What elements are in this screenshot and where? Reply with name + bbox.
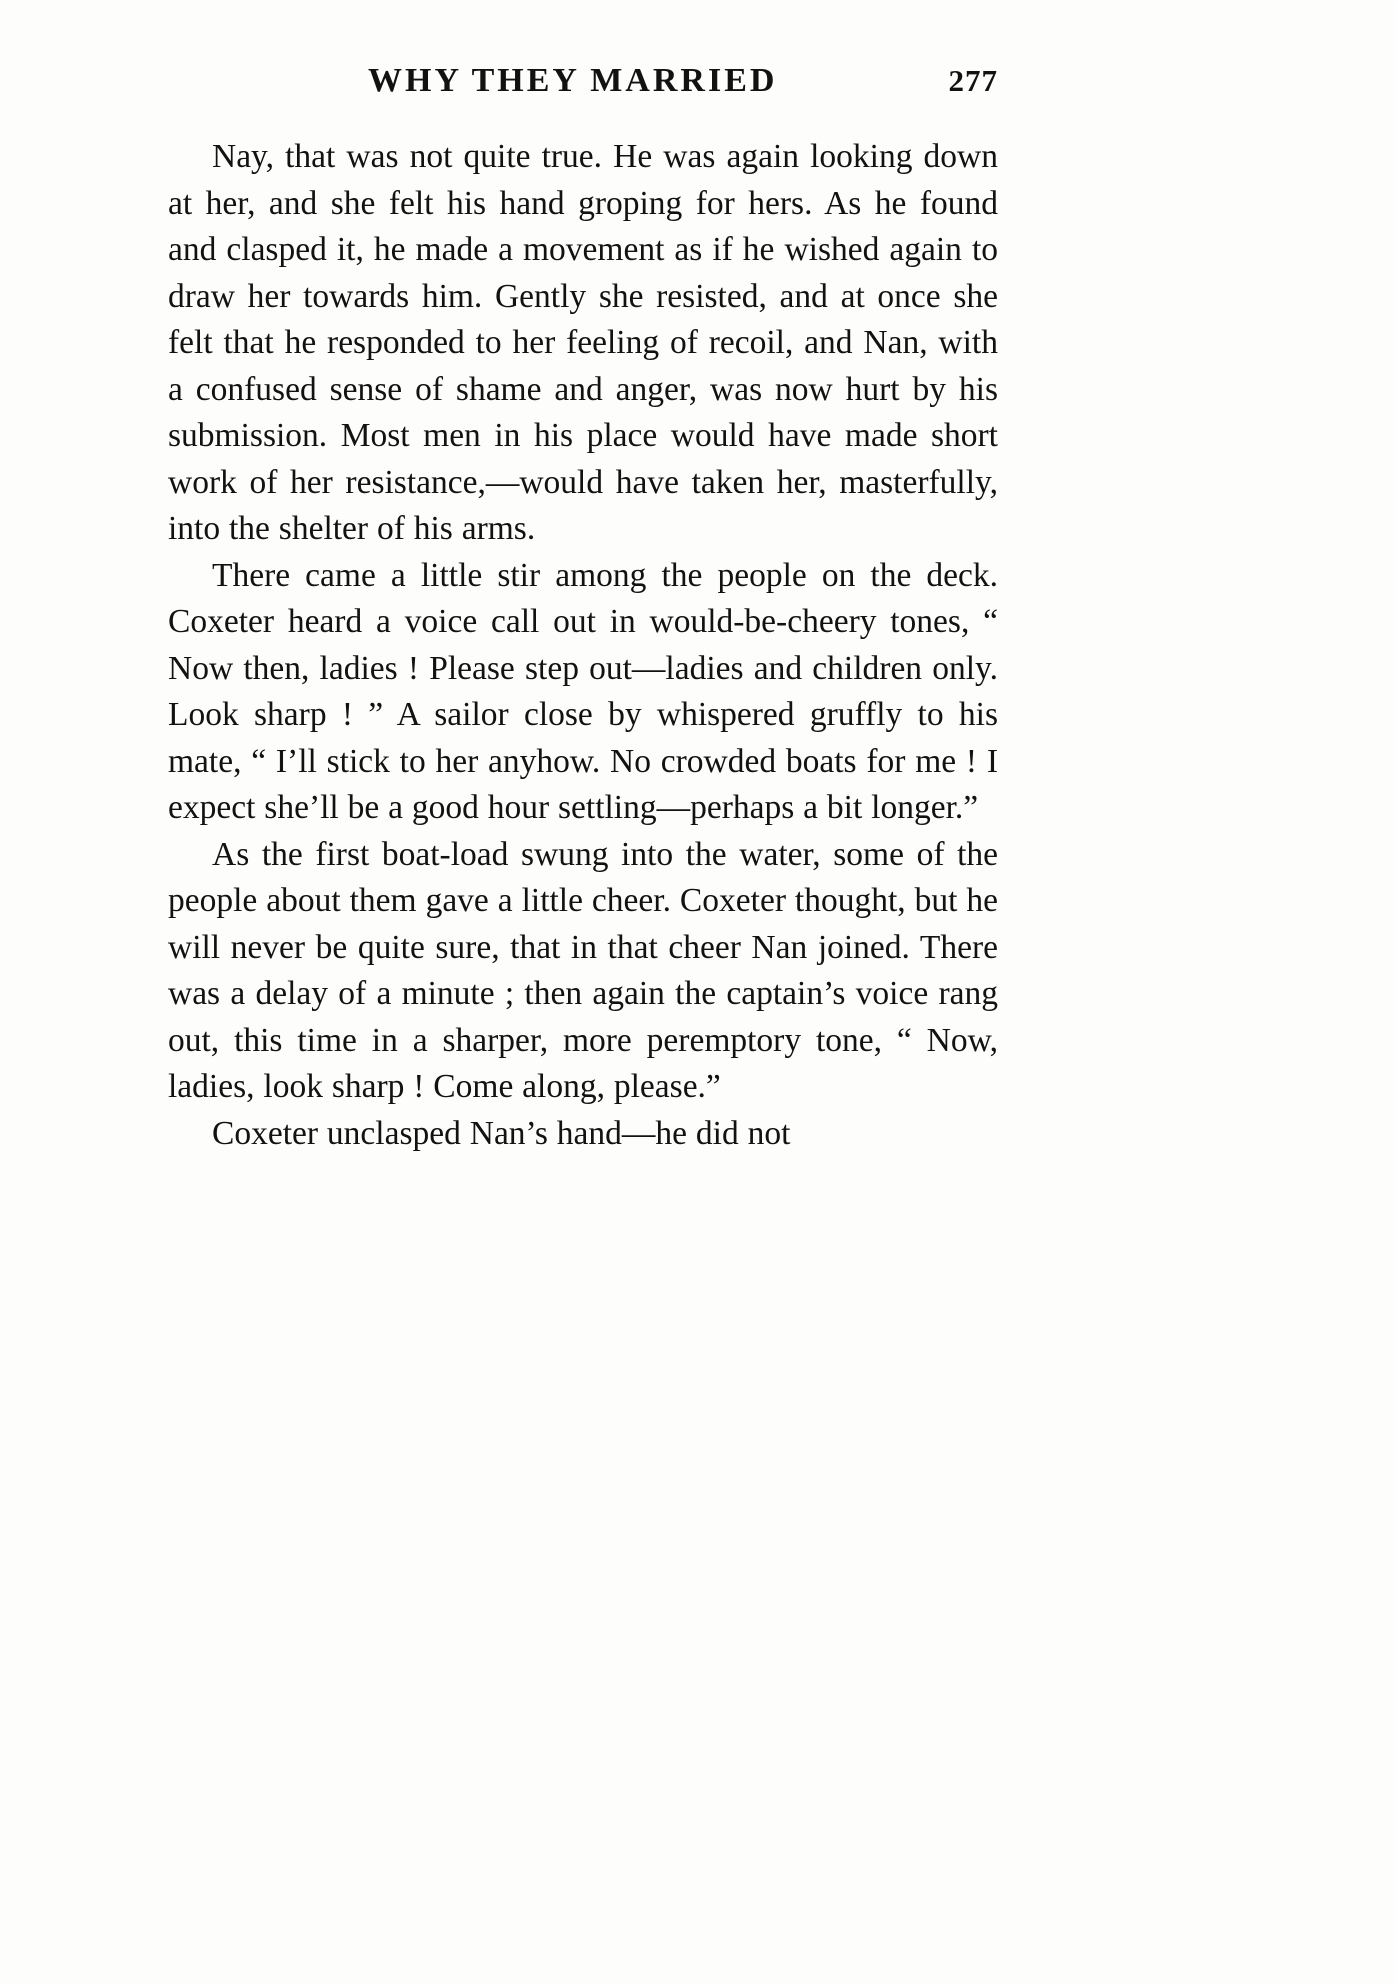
paragraph: Coxeter unclasped Nan’s hand—he did not bbox=[212, 1114, 791, 1152]
page-content bbox=[168, 62, 998, 1157]
page-number: 277 bbox=[948, 63, 998, 98]
paragraph: There came a little stir among the people on the deck. Coxeter heard a voice call out in would-be-cheery tones, “ Now then, ladies ! Please step out—ladies and children only. Look sharp ! ” A sailor close by whispered gruffly to his mate, “ I’ll stick to her anyhow. No crowded boats for me ! I expect she’ll be a good hour settling—perhaps a bit longer.” bbox=[168, 556, 998, 826]
paragraph: Nay, that was not quite true. He was again looking down at her, and she felt his hand groping for hers. As he found and clasped it, he made a movement as if he wished again to draw her towards him. Gently she resisted, and at once she felt that he responded to her feeling of recoil, and Nan, with a confused sense of shame and anger, was now hurt by his submission. Most men in his place would have made short work of her resistance,—would have taken her, masterfully, into the shelter of his arms. bbox=[168, 138, 998, 547]
body-text bbox=[168, 134, 998, 1157]
page-title: WHY THEY MARRIED bbox=[368, 62, 778, 99]
paragraph: As the first boat-load swung into the water, some of the people about them gave a little cheer. Coxeter thought, but he will never be quite sure, that in that cheer Nan joined. There was a delay of a minute ; then again the captain’s voice rang out, this time in a sharper, more peremptory tone, “ Now, ladies, look sharp ! Come along, please.” bbox=[168, 835, 998, 1105]
running-head bbox=[168, 62, 998, 100]
